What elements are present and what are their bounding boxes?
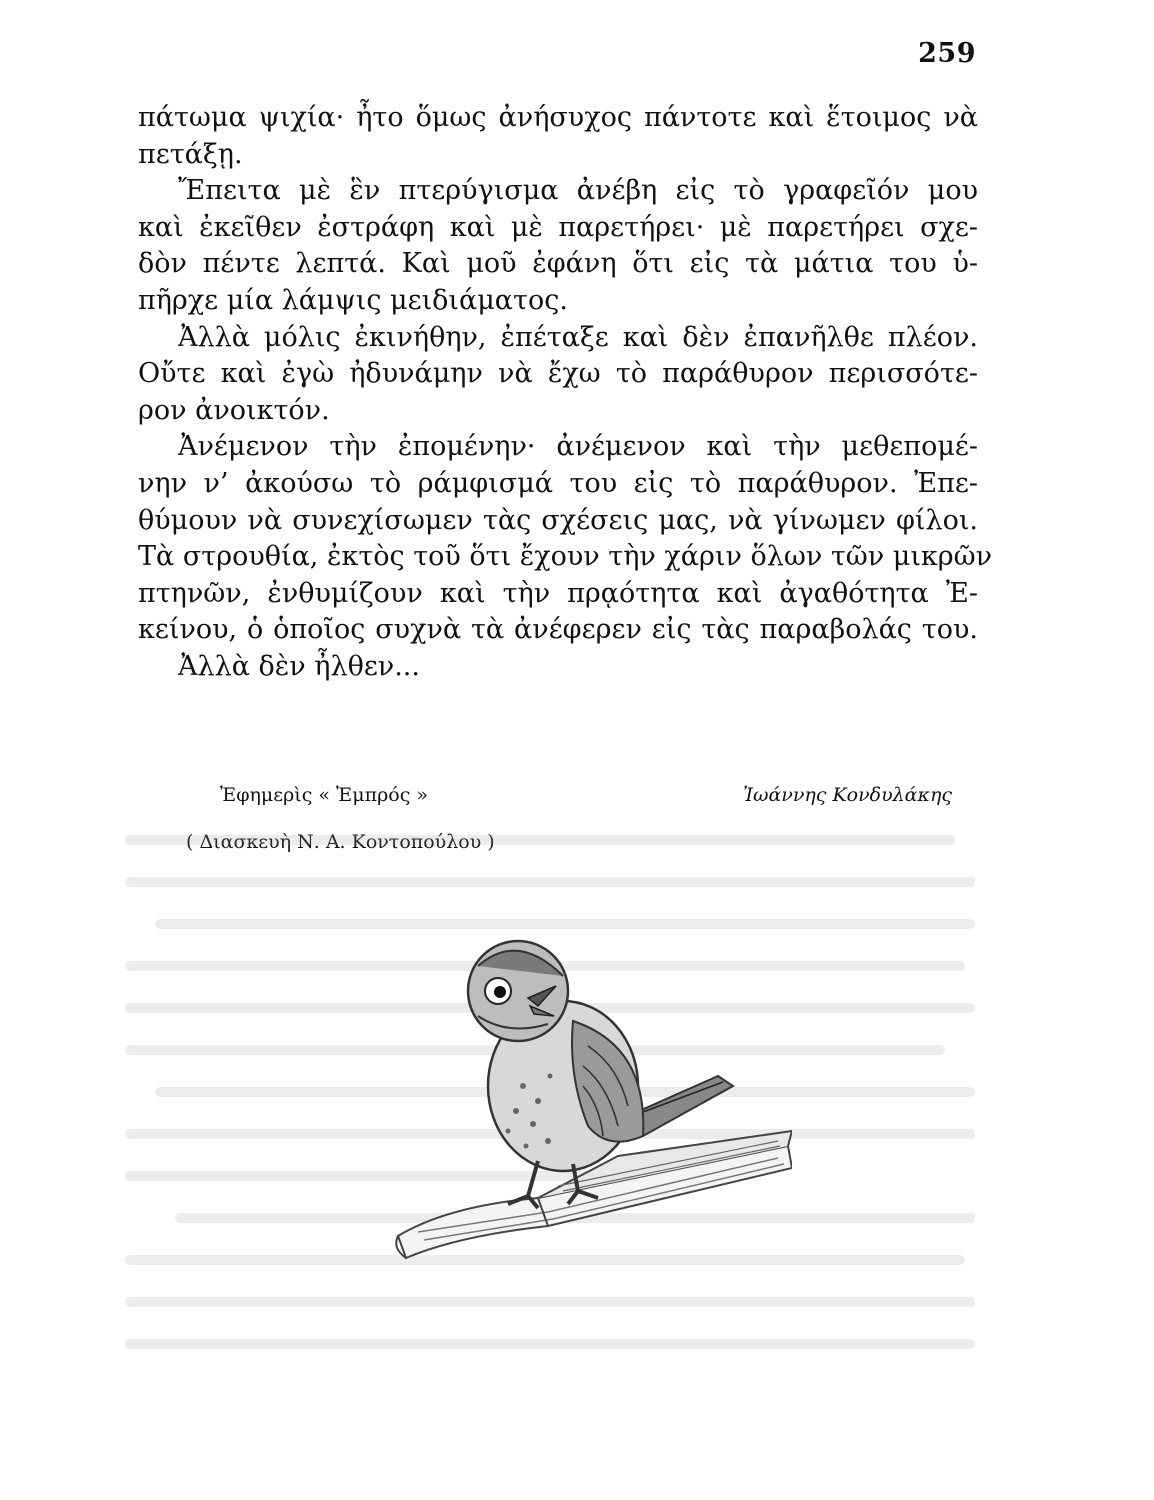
sparrow-head-icon — [468, 941, 568, 1041]
text-line: Ἀλλὰ μόλις ἐκινήθην, ἐπέταξε καὶ δὲν ἐπανῆλθε πλέον. — [178, 321, 978, 353]
text-line: πτηνῶν, ἐνθυμίζουν καὶ τὴν πρᾳότητα καὶ ἀγαθότητα Ἐ- — [138, 577, 978, 609]
adaptation-credit: ( Διασκευὴ Ν. Α. Κοντοπούλου ) — [186, 831, 495, 853]
text-line: πῆρχε μία λάμψις μειδιάματος. — [138, 284, 568, 316]
text-line: Ἀλλὰ δὲν ἦλθεν... — [178, 650, 420, 682]
text-line: νην ν’ ἀκούσω τὸ ράμφισμά του εἰς τὸ παράθυρον. Ἐπε- — [138, 467, 978, 499]
text-line: Τὰ στρουθία, ἐκτὸς τοῦ ὅτι ἔχουν τὴν χάριν ὅλων τῶν μικρῶν — [138, 541, 993, 573]
sparrow-on-book-icon — [388, 936, 792, 1266]
page-number: 259 — [918, 38, 976, 69]
newspaper-source: Ἐφημερὶς « Ἐμπρός » — [220, 784, 429, 806]
text-line: Ἔπειτα μὲ ἓν πτερύγισμα ἀνέβη εἰς τὸ γραφεῖόν μου — [178, 175, 978, 207]
text-line: καὶ ἐκεῖθεν ἐστράφη καὶ μὲ παρετήρει· μὲ παρετήρει σχε- — [138, 211, 978, 243]
text-line: κείνου, ὁ ὁποῖος συχνὰ τὰ ἀνέφερεν εἰς τὰς παραβολάς του. — [138, 614, 978, 646]
text-line: δὸν πέντε λεπτά. Καὶ μοῦ ἐφάνη ὅτι εἰς τὰ μάτια του ὑ- — [138, 248, 978, 280]
text-line: πετάξῃ. — [138, 138, 243, 170]
text-line: Οὔτε καὶ ἐγὼ ἠδυνάμην νὰ ἔχω τὸ παράθυρον περισσότε- — [138, 358, 978, 390]
body-text — [138, 100, 993, 686]
text-line: Ἀνέμενον τὴν ἐπομένην· ἀνέμενον καὶ τὴν μεθεπομέ- — [178, 431, 978, 463]
author-name: Ἰωάννης Κονδυλάκης — [743, 784, 952, 806]
text-line: θύμουν νὰ συνεχίσωμεν τὰς σχέσεις μας, νὰ γίνωμεν φίλοι. — [138, 504, 978, 536]
text-line: πάτωμα ψιχία· ἦτο ὅμως ἀνήσυχος πάντοτε καὶ ἕτοιμος νὰ — [138, 102, 978, 133]
text-line: ρον ἀνοικτόν. — [138, 394, 330, 426]
source-attribution — [180, 784, 952, 810]
